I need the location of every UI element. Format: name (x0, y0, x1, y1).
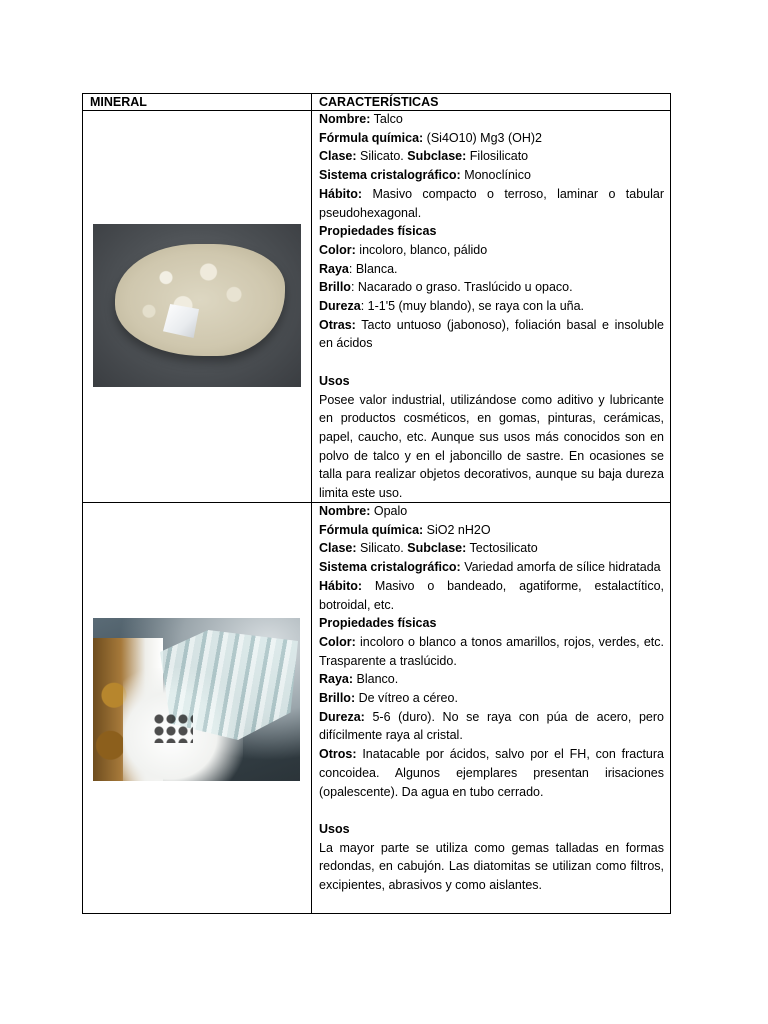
opal-sistema: Sistema cristalográfico: Variedad amorfa de sílice hidratada (319, 560, 661, 575)
talc-sistema: Sistema cristalográfico: Monoclínico (319, 168, 531, 183)
opal-brillo: Brillo: De vítreo a céreo. (319, 691, 458, 706)
talc-usos-text: Posee valor industrial, utilizándose como aditivo y lubricante en productos cosméticos, en gomas, pinturas, cerámicas, papel, caucho, etc. Aunque sus usos más conocidos son en polvo de talco y en el jaboncillo de sastre. En ocasiones se talla para realizar objetos decorativos, aunque su baja dureza limita este uso. (319, 392, 664, 501)
opal-dureza: Dureza: 5-6 (duro). No se raya con púa de acero, pero difícilmente raya al cristal. (319, 709, 664, 743)
talc-propiedades-heading: Propiedades físicas (319, 224, 437, 239)
opal-color: Color: incoloro o blanco a tonos amarillos, rojos, verdes, etc. Trasparente a traslúcido. (319, 634, 664, 668)
opal-usos-text: La mayor parte se utiliza como gemas talladas en formas redondas, en cabujón. Las diatomitas se utilizan como filtros, excipientes, abrasivos y como aislantes. (319, 840, 664, 893)
talc-raya: Raya: Blanca. (319, 261, 398, 276)
opal-clase: Clase: Silicato. Subclase: Tectosilicato (319, 541, 538, 556)
talc-rock-shape (115, 244, 285, 356)
table-border-left (82, 93, 83, 914)
talc-usos-heading: Usos (319, 373, 350, 388)
opal-habito: Hábito: Masivo o bandeado, agatiforme, estalactítico, botroidal, etc. (319, 578, 664, 612)
talc-description (319, 110, 664, 503)
opal-raya: Raya: Blanco. (319, 672, 399, 687)
table-border-right (670, 93, 671, 914)
talc-otras: Otras: Tacto untuoso (jabonoso), foliación basal e insoluble en ácidos (319, 317, 664, 351)
talc-formula: Fórmula química: (Si4O10) Mg3 (OH)2 (319, 130, 542, 145)
talc-color: Color: incoloro, blanco, pálido (319, 242, 488, 257)
column-divider (311, 93, 312, 914)
talc-nombre: Nombre: Talco (319, 112, 403, 126)
opal-usos-heading: Usos (319, 821, 350, 836)
opal-otros: Otros: Inatacable por ácidos, salvo por el FH, con fractura concoidea. Algunos ejemplares presentan irisaciones (opalescente). Da agua en tubo cerrado. (319, 747, 664, 799)
header-mineral: MINERAL (90, 95, 147, 109)
talc-habito: Hábito: Masivo compacto o terroso, laminar o tabular pseudohexagonal. (319, 186, 664, 220)
header-caracteristicas: CARACTERÍSTICAS (319, 95, 439, 109)
table-border-bottom (82, 913, 671, 914)
talc-brillo: Brillo: Nacarado o graso. Traslúcido u opaco. (319, 280, 573, 295)
opal-description (319, 502, 664, 895)
opal-nombre: Nombre: Opalo (319, 504, 408, 518)
talc-photo (93, 224, 301, 387)
talc-dureza: Dureza: 1-1'5 (muy blando), se raya con la uña. (319, 299, 585, 314)
opal-photo (93, 618, 300, 781)
opal-dark-inclusions (153, 713, 193, 743)
opal-formula: Fórmula química: SiO2 nH2O (319, 522, 491, 537)
opal-propiedades-heading: Propiedades físicas (319, 616, 437, 631)
mineral-table (82, 93, 671, 914)
talc-clase: Clase: Silicato. Subclase: Filosilicato (319, 149, 529, 164)
